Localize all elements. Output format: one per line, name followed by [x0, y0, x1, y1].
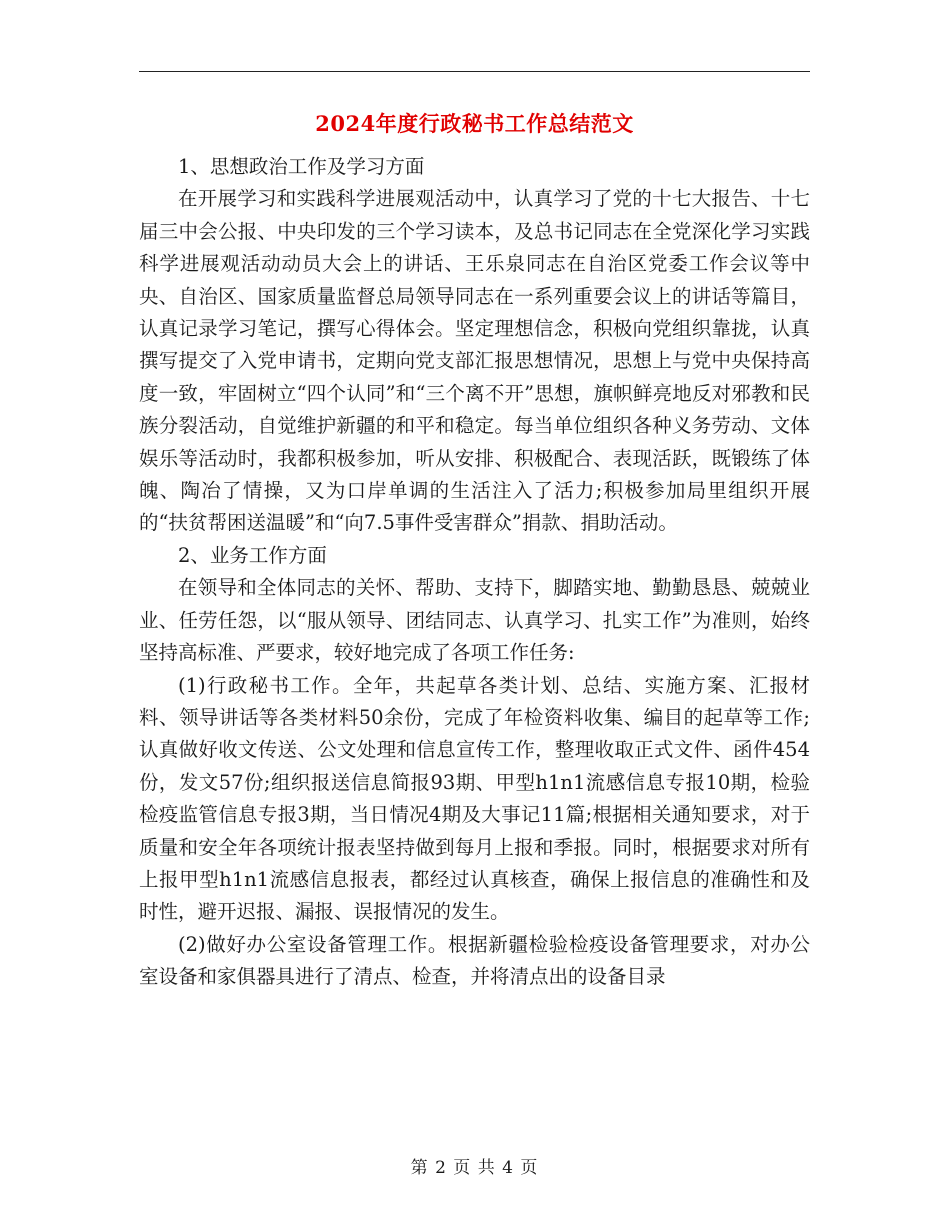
paragraph-secretary-work: (1)行政秘书工作。全年，共起草各类计划、总结、实施方案、汇报材料、领导讲话等各类材料50余份，完成了年检资料收集、编目的起草等工作;认真做好收文传送、公文处理和信息宣传工作，整理收取正式文件、函件454份，发文57份;组织报送信息简报93期、甲型h1n1流感信息专报10期，检验检疫监管信息专报3期，当日情况4期及大事记11篇;根据相关通知要求，对于质量和安全年各项统计报表坚持做到每月上报和季报。同时，根据要求对所有上报甲型h1n1流感信息报表，都经过认真核查，确保上报信息的准确性和及时性，避开迟报、漏报、误报情况的发生。 — [139, 673, 810, 924]
page-footer — [139, 1153, 810, 1178]
document-title: 2024年度行政秘书工作总结范文 — [315, 111, 634, 136]
document-body — [139, 151, 810, 994]
paragraph-equipment-management: (2)做好办公室设备管理工作。根据新疆检验检疫设备管理要求，对办公室设备和家俱器具进行了清点、检查，并将清点出的设备目录 — [139, 932, 810, 989]
page-number-label: 第 2 页 共 4 页 — [410, 1158, 539, 1178]
paragraph-political-study: 在开展学习和实践科学进展观活动中，认真学习了党的十七大报告、十七届三中会公报、中央印发的三个学习读本，及总书记同志在全党深化学习实践科学进展观活动动员大会上的讲话、王乐泉同志在自治区党委工作会议等中央、自治区、国家质量监督总局领导同志在一系列重要会议上的讲话等篇目，认真记录学习笔记，撰写心得体会。坚定理想信念，积极向党组织靠拢，认真撰写提交了入党申请书，定期向党支部汇报思想情况，思想上与党中央保持高度一致，牢固树立“四个认同”和“三个离不开”思想，旗帜鲜亮地反对邪教和民族分裂活动，自觉维护新疆的和平和稳定。每当单位组织各种义务劳动、文体娱乐等活动时，我都积极参加，听从安排、积极配合、表现活跃，既锻练了体魄、陶冶了情操，又为口岸单调的生活注入了活力;积极参加局里组织开展的“扶贫帮困送温暖”和“向7.5事件受害群众”捐款、捐助活动。 — [139, 187, 810, 535]
section-heading-2: 2、业务工作方面 — [178, 543, 327, 567]
paragraph-business-intro: 在领导和全体同志的关怀、帮助、支持下，脚踏实地、勤勤恳恳、兢兢业业、任劳任怨，以“服从领导、团结同志、认真学习、扎实工作”为准则，始终坚持高标准、严要求，较好地完成了各项工作任务: — [139, 576, 810, 665]
section-heading-1: 1、思想政治工作及学习方面 — [178, 155, 425, 178]
header-rule — [139, 71, 810, 72]
